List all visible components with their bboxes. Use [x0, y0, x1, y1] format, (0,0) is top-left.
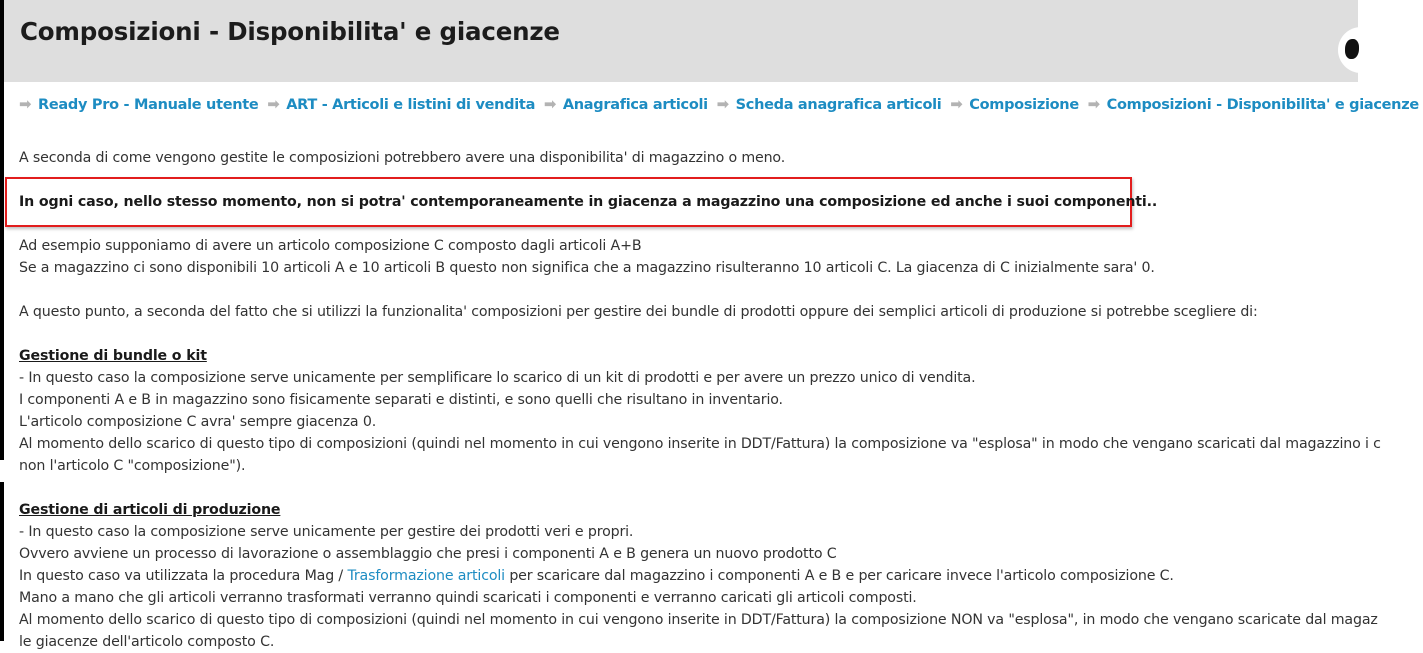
choice-paragraph: A questo punto, a seconda del fatto che si utilizzi la funzionalita' composizioni per gestire dei bundle di prodotti oppure dei semplici articoli di produzione si potrebbe scegliere di: [19, 304, 1258, 320]
page-title: Composizioni - Disponibilita' e giacenze [20, 17, 560, 46]
example-line-1: Ad esempio supponiamo di avere un articolo composizione C composto dagli articoli A+B [19, 238, 642, 254]
arrow-right-icon: ➡ [543, 95, 557, 113]
highlighted-note: In ogni caso, nello stesso momento, non si potra' contemporaneamente in giacenza a magazzino una composizione ed anche i suoi componenti.. [19, 194, 1158, 210]
production-line: Mano a mano che gli articoli verranno trasformati verranno quindi scaricati i componenti e verranno caricati gli articoli composti. [19, 590, 917, 606]
trasformazione-articoli-link[interactable]: Trasformazione articoli [347, 568, 505, 584]
breadcrumb-link-manuale[interactable]: Ready Pro - Manuale utente [38, 97, 259, 113]
production-line: Ovvero avviene un processo di lavorazione o assemblaggio che presi i componenti A e B genera un nuovo prodotto C [19, 546, 837, 562]
bundle-line: Al momento dello scarico di questo tipo di composizioni (quindi nel momento in cui vengono inserite in DDT/Fattura) la composizione va "esplosa" in modo che vengano scaricati dal magazzino i c [19, 436, 1381, 452]
bundle-line: - In questo caso la composizione serve unicamente per semplificare lo scarico di un kit di prodotti e per avere un prezzo unico di vendita. [19, 370, 976, 386]
corner-round-button[interactable] [1338, 27, 1384, 73]
window-left-edge [0, 0, 4, 641]
article-body [19, 147, 1419, 653]
production-text: per scaricare dal magazzino i componenti A e B e per caricare invece l'articolo composizione C. [504, 568, 1174, 584]
production-line: le giacenze dell'articolo composto C. [19, 634, 275, 650]
breadcrumb-link-scheda[interactable]: Scheda anagrafica articoli [735, 97, 942, 113]
breadcrumb-link-art[interactable]: ART - Articoli e listini di vendita [286, 97, 536, 113]
production-text: In questo caso va utilizzata la procedura Mag / [19, 568, 348, 584]
arrow-right-icon: ➡ [950, 95, 963, 113]
breadcrumb-link-composizione[interactable]: Composizione [969, 97, 1079, 113]
intro-paragraph: A seconda di come vengono gestite le composizioni potrebbero avere una disponibilita' di magazzino o meno. [19, 150, 786, 166]
production-line-with-link [19, 565, 1419, 587]
example-line-2: Se a magazzino ci sono disponibili 10 articoli A e 10 articoli B questo non significa che a magazzino risulteranno 10 articoli C. La giacenza di C inizialmente sara' 0. [19, 260, 1155, 276]
breadcrumb-link-current[interactable]: Composizioni - Disponibilita' e giacenze [1106, 97, 1419, 113]
production-line: Al momento dello scarico di questo tipo di composizioni (quindi nel momento in cui vengono inserite in DDT/Fattura) la composizione NON va "esplosa", in modo che vengano scaricate dal magaz [19, 612, 1378, 628]
arrow-right-icon: ➡ [1087, 95, 1100, 113]
arrow-right-icon: ➡ [267, 95, 280, 113]
arrow-right-icon: ➡ [19, 95, 32, 113]
arrow-right-icon: ➡ [716, 95, 729, 113]
bundle-line: non l'articolo C "composizione"). [19, 458, 246, 474]
production-line: - In questo caso la composizione serve unicamente per gestire dei prodotti veri e propri. [19, 524, 634, 540]
corner-icon [1345, 39, 1359, 59]
page-header [4, 0, 1358, 82]
production-heading: Gestione di articoli di produzione [19, 502, 281, 518]
bundle-line: L'articolo composizione C avra' sempre giacenza 0. [19, 414, 377, 430]
breadcrumb-link-anagrafica[interactable]: Anagrafica articoli [562, 97, 708, 113]
breadcrumb [19, 95, 1423, 115]
bundle-line: I componenti A e B in magazzino sono fisicamente separati e distinti, e sono quelli che risultano in inventario. [19, 392, 783, 408]
bundle-heading: Gestione di bundle o kit [19, 348, 207, 364]
